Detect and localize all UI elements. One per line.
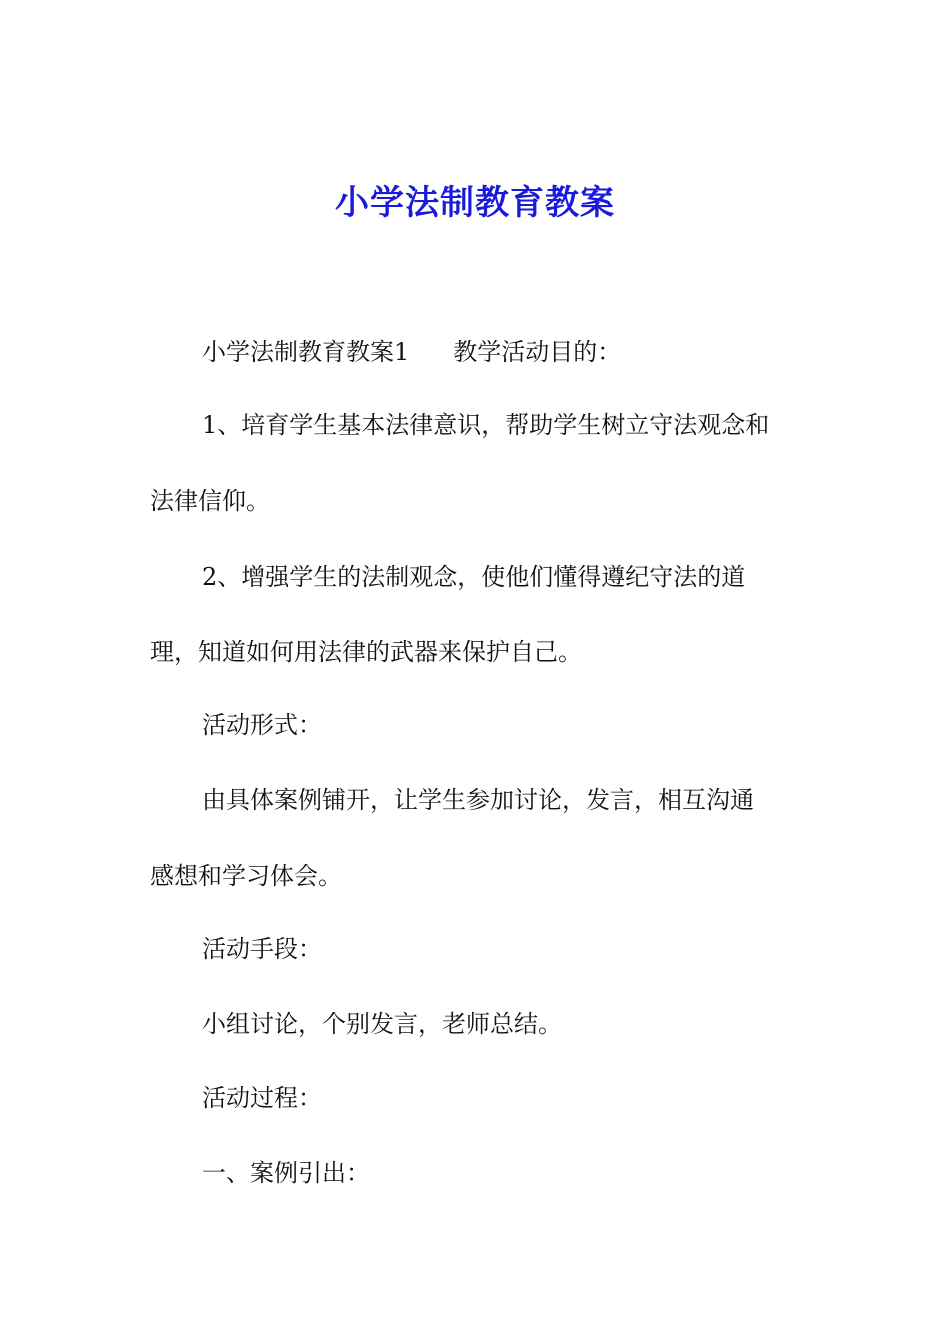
paragraph-line: 法律信仰。	[150, 487, 270, 515]
paragraph-line: 1、培育学生基本法律意识，帮助学生树立守法观念和	[202, 411, 770, 439]
paragraph-line: 由具体案例铺开，让学生参加讨论，发言，相互沟通	[202, 786, 754, 814]
lesson-heading-title: 小学法制教育教案1	[202, 338, 410, 366]
lesson-heading	[202, 332, 621, 372]
section-label: 活动过程：	[202, 1084, 322, 1112]
paragraph-line: 感想和学习体会。	[150, 862, 342, 890]
lesson-heading-objective: 教学活动目的：	[453, 338, 622, 366]
paragraph-line: 2、增强学生的法制观念，使他们懂得遵纪守法的道	[202, 563, 746, 591]
section-label: 活动手段：	[202, 935, 322, 963]
section-label: 一、案例引出：	[202, 1159, 370, 1187]
document-title: 小学法制教育教案	[335, 183, 615, 223]
paragraph-line: 理，知道如何用法律的武器来保护自己。	[150, 638, 582, 666]
section-label: 活动形式：	[202, 711, 322, 739]
paragraph-line: 小组讨论，个别发言，老师总结。	[202, 1010, 562, 1038]
